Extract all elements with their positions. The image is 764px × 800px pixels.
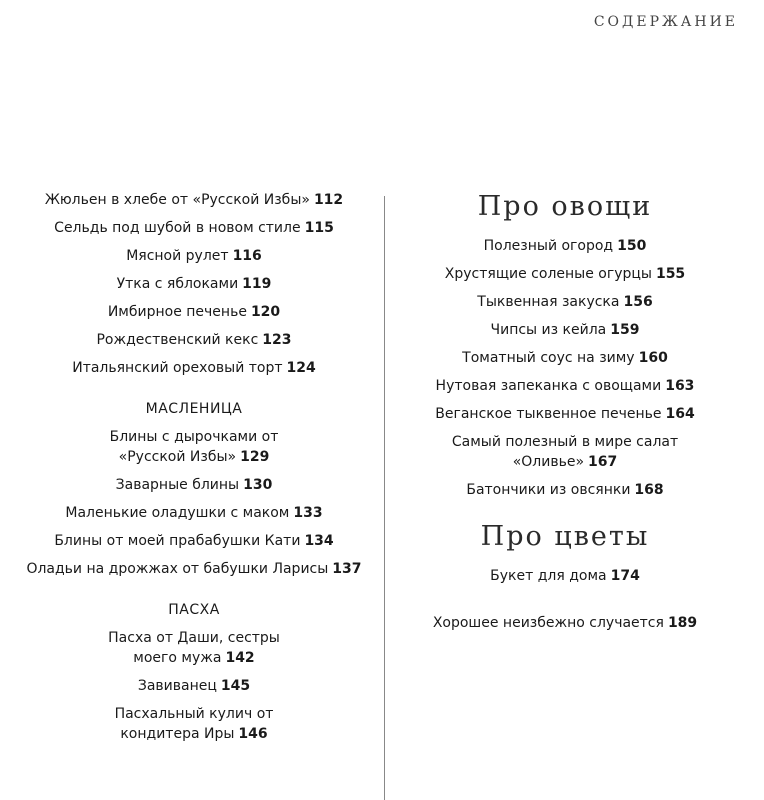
entry-page: 174 bbox=[610, 568, 640, 584]
section-label-pascha: ПАСХА bbox=[168, 602, 220, 618]
entry-page: 137 bbox=[332, 561, 362, 577]
entry-title: Мясной рулет bbox=[126, 248, 229, 264]
entry-page: 159 bbox=[610, 322, 640, 338]
toc-entry[interactable] bbox=[20, 475, 368, 495]
entry-page: 146 bbox=[238, 726, 268, 742]
entry-page: 123 bbox=[262, 332, 292, 348]
entry-page: 133 bbox=[293, 505, 323, 521]
entry-page: 189 bbox=[667, 615, 698, 631]
entry-page: 120 bbox=[250, 304, 281, 320]
section-label-maslenitsa: МАСЛЕНИЦА bbox=[145, 401, 243, 417]
entry-title: Сельдь под шубой в новом стиле bbox=[54, 220, 301, 236]
entry-page: 142 bbox=[225, 650, 255, 666]
entry-title: Жюльен в хлебе от «Русской Избы» bbox=[44, 192, 310, 208]
toc-entry[interactable] bbox=[396, 292, 734, 312]
entry-title: Оладьи на дрожжах от бабушки Ларисы bbox=[26, 561, 329, 577]
entry-title: Завиванец bbox=[137, 678, 217, 694]
entry-title: Итальянский ореховый торт bbox=[72, 360, 283, 376]
entry-title: Полезный огород bbox=[483, 238, 614, 254]
entry-page: 155 bbox=[655, 266, 686, 282]
entry-title-line1: Пасха от Даши, сестры bbox=[108, 630, 280, 646]
toc-entry[interactable] bbox=[396, 432, 734, 472]
entry-page: 164 bbox=[665, 406, 695, 422]
entry-page: 156 bbox=[623, 294, 653, 310]
page-header: СОДЕРЖАНИЕ bbox=[593, 14, 738, 30]
entry-title-line1: Самый полезный в мире салат bbox=[451, 434, 679, 450]
toc-entry[interactable] bbox=[396, 320, 734, 340]
entry-page: 116 bbox=[232, 248, 262, 264]
entry-title-line2: «Оливье» bbox=[512, 454, 585, 470]
entry-title-line2: кондитера Иры bbox=[120, 726, 235, 742]
entry-title: Букет для дома bbox=[490, 568, 607, 584]
column-divider bbox=[384, 196, 385, 800]
section-title-flowers: Про цветы bbox=[480, 521, 650, 552]
toc-entry[interactable] bbox=[20, 246, 368, 266]
entry-page: 129 bbox=[240, 449, 270, 465]
entry-page: 124 bbox=[286, 360, 316, 376]
toc-entry[interactable] bbox=[396, 480, 734, 500]
toc-entry[interactable] bbox=[20, 218, 368, 238]
left-column bbox=[20, 190, 368, 752]
entry-page: 130 bbox=[243, 477, 273, 493]
entry-title: Блины от моей прабабушки Кати bbox=[54, 533, 301, 549]
toc-entry[interactable] bbox=[20, 559, 368, 579]
entry-title: Утка с яблоками bbox=[116, 276, 239, 292]
entry-page: 163 bbox=[665, 378, 695, 394]
entry-title: Нутовая запеканка с овощами bbox=[435, 378, 662, 394]
toc-entry[interactable] bbox=[20, 531, 368, 551]
toc-entry[interactable] bbox=[20, 330, 368, 350]
toc-entry[interactable] bbox=[20, 358, 368, 378]
toc-entry[interactable] bbox=[396, 236, 734, 256]
entry-title: Рождественский кекс bbox=[96, 332, 259, 348]
entry-page: 145 bbox=[220, 678, 251, 694]
toc-entry[interactable] bbox=[20, 628, 368, 668]
entry-page: 168 bbox=[634, 482, 664, 498]
toc-entry[interactable] bbox=[20, 503, 368, 523]
toc-entry[interactable] bbox=[20, 676, 368, 696]
entry-page: 115 bbox=[304, 220, 334, 236]
toc-entry[interactable] bbox=[396, 348, 734, 368]
toc-entry[interactable] bbox=[20, 190, 368, 210]
entry-title: Заварные блины bbox=[115, 477, 240, 493]
toc-entry[interactable] bbox=[20, 302, 368, 322]
entry-title-line2: моего мужа bbox=[133, 650, 222, 666]
toc-entry[interactable] bbox=[20, 274, 368, 294]
entry-page: 134 bbox=[304, 533, 334, 549]
toc-entry[interactable] bbox=[396, 376, 734, 396]
entry-title: Батончики из овсянки bbox=[466, 482, 631, 498]
entry-page: 160 bbox=[638, 350, 668, 366]
entry-title-line1: Блины с дырочками от bbox=[109, 429, 279, 445]
entry-title: Тыквенная закуска bbox=[477, 294, 620, 310]
entry-title-line1: Пасхальный кулич от bbox=[114, 706, 274, 722]
entry-page: 112 bbox=[313, 192, 344, 208]
entry-title: Чипсы из кейла bbox=[490, 322, 607, 338]
entry-page: 119 bbox=[242, 276, 272, 292]
entry-title: Веганское тыквенное печенье bbox=[435, 406, 662, 422]
entry-title: Хорошее неизбежно случается bbox=[432, 615, 664, 631]
entry-page: 150 bbox=[617, 238, 647, 254]
toc-entry[interactable] bbox=[396, 566, 734, 586]
section-title-vegetables: Про овощи bbox=[477, 191, 653, 222]
entry-page: 167 bbox=[588, 454, 618, 470]
toc-entry[interactable] bbox=[396, 264, 734, 284]
entry-title: Хрустящие соленые огурцы bbox=[444, 266, 652, 282]
entry-title: Томатный соус на зиму bbox=[462, 350, 635, 366]
entry-title: Маленькие оладушки с маком bbox=[65, 505, 290, 521]
toc-entry[interactable] bbox=[20, 704, 368, 744]
entry-title: Имбирное печенье bbox=[107, 304, 247, 320]
right-column bbox=[396, 190, 734, 641]
toc-entry[interactable] bbox=[396, 404, 734, 424]
toc-entry[interactable] bbox=[396, 613, 734, 633]
toc-entry[interactable] bbox=[20, 427, 368, 467]
entry-title-line2: «Русской Избы» bbox=[118, 449, 237, 465]
